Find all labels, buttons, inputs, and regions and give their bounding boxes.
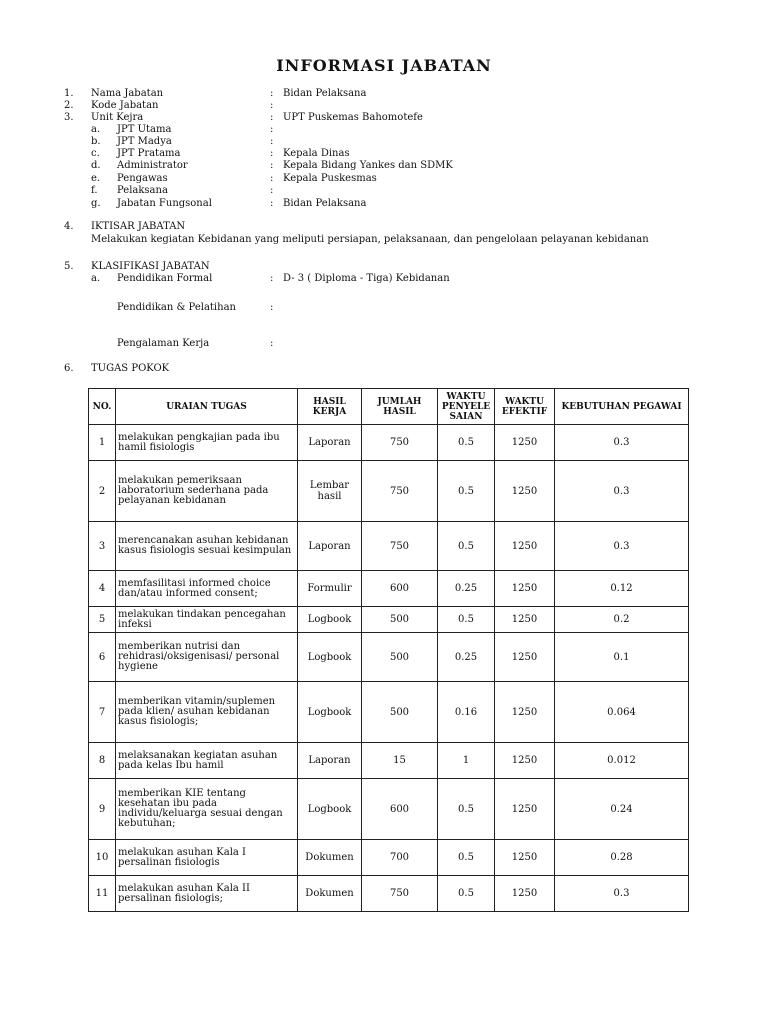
- cell-no: 8: [89, 743, 116, 779]
- cell-efektif: 1250: [495, 876, 555, 912]
- cell-waktu: 0.5: [438, 522, 495, 571]
- cell-waktu: 0.5: [438, 779, 495, 840]
- cell-jumlah: 600: [362, 571, 438, 607]
- field-label: Kode Jabatan: [91, 100, 159, 111]
- header-waktu-efektif: WAKTU EFEKTIF: [495, 389, 555, 425]
- field-number: 2.: [64, 100, 74, 111]
- cell-hasil: Dokumen: [298, 876, 362, 912]
- table-row: [89, 633, 689, 682]
- cell-kebutuhan: 0.3: [555, 461, 689, 522]
- cell-jumlah: 15: [362, 743, 438, 779]
- field-letter: a.: [91, 273, 101, 284]
- field-letter: c.: [91, 148, 100, 159]
- cell-hasil: Laporan: [298, 522, 362, 571]
- header-hasil-kerja: HASIL KERJA: [298, 389, 362, 425]
- section-heading: TUGAS POKOK: [91, 363, 170, 374]
- cell-efektif: 1250: [495, 571, 555, 607]
- cell-no: 10: [89, 840, 116, 876]
- cell-efektif: 1250: [495, 840, 555, 876]
- cell-no: 2: [89, 461, 116, 522]
- cell-waktu: 0.5: [438, 840, 495, 876]
- cell-efektif: 1250: [495, 682, 555, 743]
- field-label: Jabatan Fungsonal: [117, 198, 212, 209]
- cell-uraian: memberikan vitamin/suplemen pada klien/ asuhan kebidanan kasus fisiologis;: [116, 682, 298, 743]
- cell-no: 6: [89, 633, 116, 682]
- table-row: [89, 607, 689, 633]
- field-label: Administrator: [117, 160, 188, 171]
- field-label: Pelaksana: [117, 185, 168, 196]
- cell-hasil: Lembar hasil: [298, 461, 362, 522]
- cell-kebutuhan: 0.012: [555, 743, 689, 779]
- cell-waktu: 0.25: [438, 571, 495, 607]
- field-colon: :: [270, 160, 274, 171]
- table-row: [89, 571, 689, 607]
- field-label: JPT Utama: [117, 124, 172, 135]
- cell-kebutuhan: 0.2: [555, 607, 689, 633]
- cell-no: 3: [89, 522, 116, 571]
- field-value: Kepala Dinas: [283, 148, 350, 159]
- cell-jumlah: 500: [362, 682, 438, 743]
- cell-jumlah: 750: [362, 461, 438, 522]
- cell-waktu: 1: [438, 743, 495, 779]
- cell-waktu: 0.5: [438, 461, 495, 522]
- field-letter: f.: [91, 185, 98, 196]
- cell-hasil: Logbook: [298, 779, 362, 840]
- cell-jumlah: 600: [362, 779, 438, 840]
- cell-waktu: 0.5: [438, 876, 495, 912]
- field-letter: b.: [91, 136, 101, 147]
- cell-waktu: 0.5: [438, 425, 495, 461]
- cell-efektif: 1250: [495, 461, 555, 522]
- table-row: [89, 425, 689, 461]
- section-heading: IKTISAR JABATAN: [91, 221, 186, 232]
- cell-hasil: Logbook: [298, 682, 362, 743]
- cell-kebutuhan: 0.3: [555, 522, 689, 571]
- cell-waktu: 0.25: [438, 633, 495, 682]
- header-jumlah-hasil: JUMLAH HASIL: [362, 389, 438, 425]
- table-row: [89, 779, 689, 840]
- cell-uraian: merencanakan asuhan kebidanan kasus fisiologis sesuai kesimpulan: [116, 522, 298, 571]
- cell-jumlah: 500: [362, 607, 438, 633]
- cell-jumlah: 750: [362, 425, 438, 461]
- field-colon: :: [270, 136, 274, 147]
- cell-waktu: 0.5: [438, 607, 495, 633]
- table-row: [89, 461, 689, 522]
- table-row: [89, 682, 689, 743]
- table-row: [89, 743, 689, 779]
- field-label: Pendidikan & Pelatihan: [117, 302, 236, 313]
- cell-uraian: memfasilitasi informed choice dan/atau informed consent;: [116, 571, 298, 607]
- section-heading: KLASIFIKASI JABATAN: [91, 261, 210, 272]
- cell-kebutuhan: 0.12: [555, 571, 689, 607]
- cell-uraian: melakukan pemeriksaan laboratorium sederhana pada pelayanan kebidanan: [116, 461, 298, 522]
- field-label: Pengawas: [117, 173, 168, 184]
- cell-no: 1: [89, 425, 116, 461]
- field-number: 1.: [64, 88, 74, 99]
- field-letter: a.: [91, 124, 101, 135]
- field-colon: :: [270, 273, 274, 284]
- cell-no: 9: [89, 779, 116, 840]
- section-number: 5.: [64, 261, 74, 272]
- cell-uraian: melakukan asuhan Kala II persalinan fisiologis;: [116, 876, 298, 912]
- cell-efektif: 1250: [495, 633, 555, 682]
- field-label: Nama Jabatan: [91, 88, 164, 99]
- cell-kebutuhan: 0.064: [555, 682, 689, 743]
- cell-kebutuhan: 0.3: [555, 876, 689, 912]
- field-colon: :: [270, 112, 274, 123]
- field-colon: :: [270, 338, 274, 349]
- field-value: D- 3 ( Diploma - Tiga) Kebidanan: [283, 273, 450, 284]
- cell-hasil: Logbook: [298, 607, 362, 633]
- cell-jumlah: 750: [362, 876, 438, 912]
- field-colon: :: [270, 88, 274, 99]
- field-colon: :: [270, 100, 274, 111]
- field-label: Pendidikan Formal: [117, 273, 213, 284]
- field-letter: e.: [91, 173, 101, 184]
- field-letter: g.: [91, 198, 101, 209]
- field-label: Pengalaman Kerja: [117, 338, 210, 349]
- header-uraian-tugas: URAIAN TUGAS: [116, 389, 298, 425]
- header-kebutuhan-pegawai: KEBUTUHAN PEGAWAI: [555, 389, 689, 425]
- cell-jumlah: 750: [362, 522, 438, 571]
- cell-hasil: Formulir: [298, 571, 362, 607]
- header-waktu-penyelesaian: WAKTU PENYELE SAIAN: [438, 389, 495, 425]
- cell-jumlah: 500: [362, 633, 438, 682]
- cell-kebutuhan: 0.28: [555, 840, 689, 876]
- cell-waktu: 0.16: [438, 682, 495, 743]
- cell-uraian: memberikan KIE tentang kesehatan ibu pada individu/keluarga sesuai dengan kebutuhan;: [116, 779, 298, 840]
- section-number: 6.: [64, 363, 74, 374]
- cell-hasil: Logbook: [298, 633, 362, 682]
- tugas-table: [88, 388, 689, 912]
- cell-efektif: 1250: [495, 779, 555, 840]
- field-number: 3.: [64, 112, 74, 123]
- document-title: INFORMASI JABATAN: [276, 56, 492, 75]
- table-header-row: [89, 389, 689, 425]
- cell-kebutuhan: 0.24: [555, 779, 689, 840]
- cell-efektif: 1250: [495, 522, 555, 571]
- field-letter: d.: [91, 160, 101, 171]
- cell-uraian: memberikan nutrisi dan rehidrasi/oksigenisasi/ personal hygiene: [116, 633, 298, 682]
- field-colon: :: [270, 185, 274, 196]
- cell-no: 7: [89, 682, 116, 743]
- field-colon: :: [270, 173, 274, 184]
- cell-efektif: 1250: [495, 743, 555, 779]
- field-label: Unit Kejra: [91, 112, 144, 123]
- cell-uraian: melakukan asuhan Kala I persalinan fisiologis: [116, 840, 298, 876]
- iktisar-text: Melakukan kegiatan Kebidanan yang meliputi persiapan, pelaksanaan, dan pengelolaan pelayanan kebidanan: [91, 234, 649, 245]
- field-colon: :: [270, 124, 274, 135]
- header-no: NO.: [89, 389, 116, 425]
- cell-kebutuhan: 0.3: [555, 425, 689, 461]
- section-number: 4.: [64, 221, 74, 232]
- cell-hasil: Laporan: [298, 425, 362, 461]
- table-row: [89, 840, 689, 876]
- cell-no: 4: [89, 571, 116, 607]
- field-colon: :: [270, 148, 274, 159]
- cell-efektif: 1250: [495, 425, 555, 461]
- field-colon: :: [270, 198, 274, 209]
- cell-kebutuhan: 0.1: [555, 633, 689, 682]
- field-value: UPT Puskemas Bahomotefe: [283, 112, 423, 123]
- field-value: Kepala Bidang Yankes dan SDMK: [283, 160, 453, 171]
- table-row: [89, 522, 689, 571]
- cell-no: 5: [89, 607, 116, 633]
- field-value: Bidan Pelaksana: [283, 88, 367, 99]
- cell-jumlah: 700: [362, 840, 438, 876]
- table-row: [89, 876, 689, 912]
- cell-efektif: 1250: [495, 607, 555, 633]
- cell-uraian: melakukan pengkajian pada ibu hamil fisiologis: [116, 425, 298, 461]
- cell-hasil: Laporan: [298, 743, 362, 779]
- cell-uraian: melaksanakan kegiatan asuhan pada kelas Ibu hamil: [116, 743, 298, 779]
- field-label: JPT Pratama: [117, 148, 181, 159]
- cell-no: 11: [89, 876, 116, 912]
- field-label: JPT Madya: [117, 136, 172, 147]
- cell-uraian: melakukan tindakan pencegahan infeksi: [116, 607, 298, 633]
- field-colon: :: [270, 302, 274, 313]
- field-value: Bidan Pelaksana: [283, 198, 367, 209]
- cell-hasil: Dokumen: [298, 840, 362, 876]
- field-value: Kepala Puskesmas: [283, 173, 377, 184]
